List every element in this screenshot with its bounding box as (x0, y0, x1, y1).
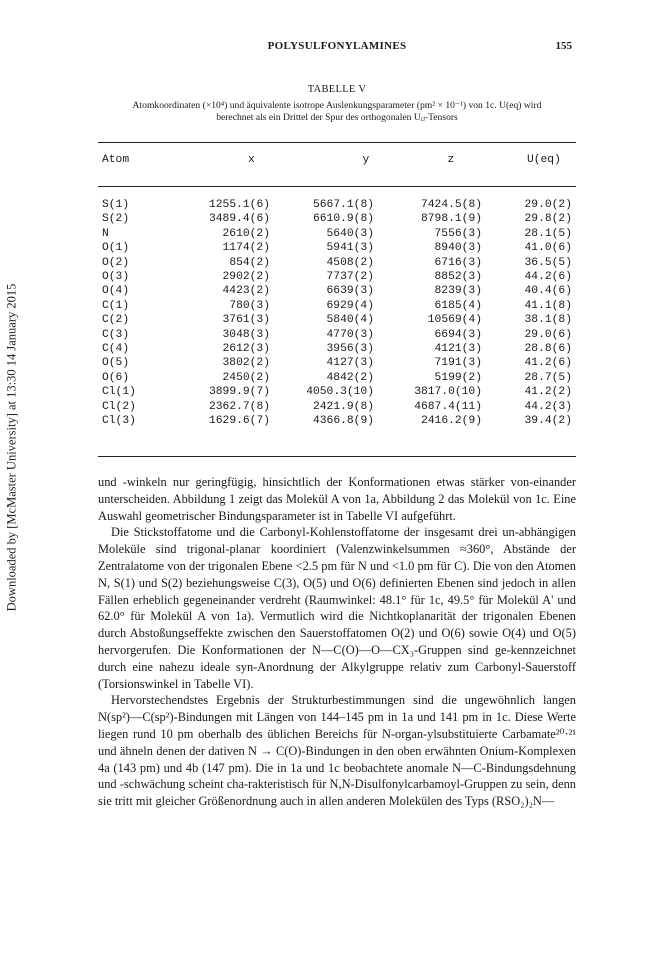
cell-y: 4842(2) (326, 371, 374, 384)
table-row (98, 256, 576, 270)
cell-x: 854(2) (229, 256, 270, 269)
cell-y: 5640(3) (326, 227, 374, 240)
cell-x: 1255.1(6) (208, 199, 270, 211)
cell-x: 2362.7(8) (208, 400, 270, 413)
table-header-rule (98, 186, 576, 187)
cell-y: 7737(2) (326, 271, 374, 284)
cell-x: 4423(2) (222, 285, 270, 298)
coordinates-table (98, 198, 576, 429)
table-bottom-rule (98, 456, 576, 457)
table-row (98, 299, 576, 313)
cell-atom: Cl(3) (102, 415, 136, 428)
table-row (98, 400, 576, 414)
cell-z: 8940(3) (434, 242, 482, 255)
cell-z: 7191(3) (434, 357, 482, 370)
cell-z: 7556(3) (434, 227, 482, 240)
table-caption-line-2: berechnet als ein Drittel der Spur des orthogonalen Uᵢⱼ-Tensors (216, 112, 458, 123)
cell-y: 2421.9(8) (312, 400, 374, 413)
cell-x: 2450(2) (222, 371, 270, 384)
cell-atom: O(3) (102, 271, 130, 284)
coordinates-table-body (98, 198, 576, 429)
cell-x: 3899.9(7) (208, 386, 270, 399)
cell-x: 3489.4(6) (208, 213, 270, 226)
cell-z: 6185(4) (434, 299, 482, 312)
paragraph-2: Die Stickstoffatome und die Carbonyl-Kohlenstoffatome der insgesamt drei un-abhängigen Moleküle sind trigonal-planar koordiniert (Valenzwinkelsummen ≈360°, Abstände der Zentralatome von der trigonalen Ebene <2.5 pm für N und <1.0 pm für C). Die von den Atomen N, S(1) und S(2) beziehungsweise C(3), O(5) und O(6) definierten Ebenen sind jedoch in allen Fällen erheblich gegeneinander verdreht (Raumwinkel: 48.1° für 1c, 49.5° für Molekül A' und 62.0° für Molekül A von 1a). Vermutlich wird die Nichtkoplanarität der trigonalen Ebenen durch Abstoßungseffekte zwischen den Sauerstoffatomen O(2) und O(6) sowie O(4) und O(5) hervorgerufen. Die Konformationen der N—C(O)—O—CX₃-Gruppen sind ge-kennzeichnet durch eine nahezu ideale syn-Anordnung der Alkylgruppe relativ zum Carbonyl-Sauerstoff (Torsionswinkel in Tabelle VI). (98, 525, 576, 691)
table-header-row (98, 151, 576, 169)
table-caption (98, 100, 576, 124)
cell-atom: N (102, 227, 109, 240)
body-text (98, 474, 576, 810)
table-header (98, 151, 576, 169)
table-row (98, 212, 576, 226)
cell-atom: Cl(1) (102, 386, 136, 399)
cell-ueq: 28.1(5) (524, 227, 572, 240)
cell-ueq: 44.2(3) (524, 400, 572, 413)
table-row (98, 371, 576, 385)
table-label: TABELLE V (307, 84, 367, 95)
cell-atom: Cl(2) (102, 400, 136, 413)
table-row (98, 241, 576, 255)
cell-ueq: 29.8(2) (524, 213, 572, 226)
column-header-atom: Atom (102, 154, 130, 166)
cell-x: 2610(2) (222, 227, 270, 240)
table-row (98, 356, 576, 370)
cell-ueq: 41.2(2) (524, 386, 572, 399)
table-row (98, 284, 576, 298)
cell-ueq: 41.2(6) (524, 357, 572, 370)
cell-y: 5840(4) (326, 314, 374, 327)
column-header-y: y (362, 154, 370, 166)
running-title: POLYSULFONYLAMINES (267, 40, 407, 52)
cell-x: 3802(2) (222, 357, 270, 370)
cell-x: 3048(3) (222, 328, 270, 341)
cell-ueq: 41.0(6) (524, 242, 572, 255)
table-row (98, 227, 576, 241)
table-row (98, 328, 576, 342)
cell-y: 3956(3) (326, 343, 374, 356)
cell-x: 2612(3) (222, 343, 270, 356)
cell-atom: O(5) (102, 357, 130, 370)
cell-x: 2902(2) (222, 271, 270, 284)
cell-y: 4050.3(10) (306, 386, 374, 399)
cell-z: 6694(3) (434, 328, 482, 341)
cell-y: 6610.9(8) (312, 213, 374, 226)
cell-z: 4687.4(11) (414, 400, 482, 413)
cell-ueq: 28.7(5) (524, 371, 572, 384)
cell-x: 1174(2) (222, 242, 270, 255)
cell-z: 3817.0(10) (414, 386, 482, 399)
cell-z: 10569(4) (427, 314, 482, 327)
cell-atom: S(1) (102, 199, 130, 211)
table-row (98, 313, 576, 327)
cell-atom: O(1) (102, 242, 130, 255)
cell-ueq: 36.5(5) (524, 256, 572, 269)
paragraph-3: Hervorstechendstes Ergebnis der Strukturbestimmungen sind die ungewöhnlich langen N(sp²)—C(sp²)-Bindungen mit Längen von 144–145 pm in 1a und 141 pm in 1c. Diese Werte liegen rund 10 pm oberhalb des üblichen Bereichs für N-organ-ylsubstituierte Carbamate²⁰·²¹ und ähneln denen der dativen N → C(O)-Bindungen in den oben erwähnten Onium-Komplexen 4a (143 pm) und 4b (147 pm). Die in 1a und 1c beobachtete anomale N—C-Bindungsdehnung und -schwächung scheint cha-rakteristisch für N,N-Disulfonylcarbamoyl-Gruppen zu sein, denn sie tritt mit gleicher Größenordnung auch in allen anderen Molekülen des Typs (RSO₂)₂N— (98, 693, 576, 809)
cell-y: 4366.8(9) (312, 415, 374, 428)
cell-atom: O(6) (102, 371, 130, 384)
cell-ueq: 29.0(2) (524, 199, 572, 211)
column-header-x: x (248, 154, 255, 166)
table-top-rule (98, 142, 576, 143)
page-number: 155 (555, 40, 572, 52)
cell-z: 6716(3) (434, 256, 482, 269)
table-row (98, 385, 576, 399)
table-row (98, 198, 576, 212)
cell-y: 5667.1(8) (312, 199, 374, 211)
cell-ueq: 41.1(8) (524, 299, 572, 312)
table-row (98, 342, 576, 356)
column-header-ueq: U(eq) (526, 154, 561, 166)
cell-x: 780(3) (229, 299, 270, 312)
cell-ueq: 29.0(6) (524, 328, 572, 341)
cell-z: 8798.1(9) (420, 213, 482, 226)
cell-z: 7424.5(8) (420, 199, 482, 211)
cell-y: 6929(4) (326, 299, 374, 312)
cell-atom: C(4) (102, 343, 130, 356)
cell-atom: C(2) (102, 314, 130, 327)
cell-x: 3761(3) (222, 314, 270, 327)
cell-z: 8239(3) (434, 285, 482, 298)
cell-ueq: 28.8(6) (524, 343, 572, 356)
cell-atom: S(2) (102, 213, 130, 226)
cell-atom: C(1) (102, 299, 130, 312)
cell-y: 6639(3) (326, 285, 374, 298)
cell-z: 2416.2(9) (420, 415, 482, 428)
cell-z: 4121(3) (434, 343, 482, 356)
cell-y: 4770(3) (326, 328, 374, 341)
paragraph-1: und -winkeln nur geringfügig, hinsichtlich der Konformationen etwas stärker von-einander unterscheiden. Abbildung 1 zeigt das Molekül A von 1a, Abbildung 2 das Molekül von 1c. Eine Auswahl geometrischer Bindungsparameter ist in Tabelle VI aufgeführt. (98, 475, 576, 523)
cell-ueq: 40.4(6) (524, 285, 572, 298)
cell-atom: O(2) (102, 256, 130, 269)
running-head (98, 40, 576, 58)
column-header-z: z (447, 154, 455, 166)
cell-ueq: 44.2(6) (524, 271, 572, 284)
cell-ueq: 39.4(2) (524, 415, 572, 428)
cell-y: 4508(2) (326, 256, 374, 269)
cell-x: 1629.6(7) (208, 415, 270, 428)
cell-z: 8852(3) (434, 271, 482, 284)
cell-ueq: 38.1(8) (524, 314, 572, 327)
cell-y: 5941(3) (326, 242, 374, 255)
cell-atom: C(3) (102, 328, 130, 341)
cell-atom: O(4) (102, 285, 130, 298)
download-notice: Downloaded by [McMaster University] at 13:30 14 January 2015 (4, 283, 19, 612)
cell-y: 4127(3) (326, 357, 374, 370)
table-row (98, 270, 576, 284)
table-row (98, 414, 576, 428)
table-caption-line-1: Atomkoordinaten (×10⁴) und äquivalente isotrope Auslenkungsparameter (pm² × 10⁻¹) von 1c. U(eq) wird (132, 100, 542, 111)
cell-z: 5199(2) (434, 371, 482, 384)
